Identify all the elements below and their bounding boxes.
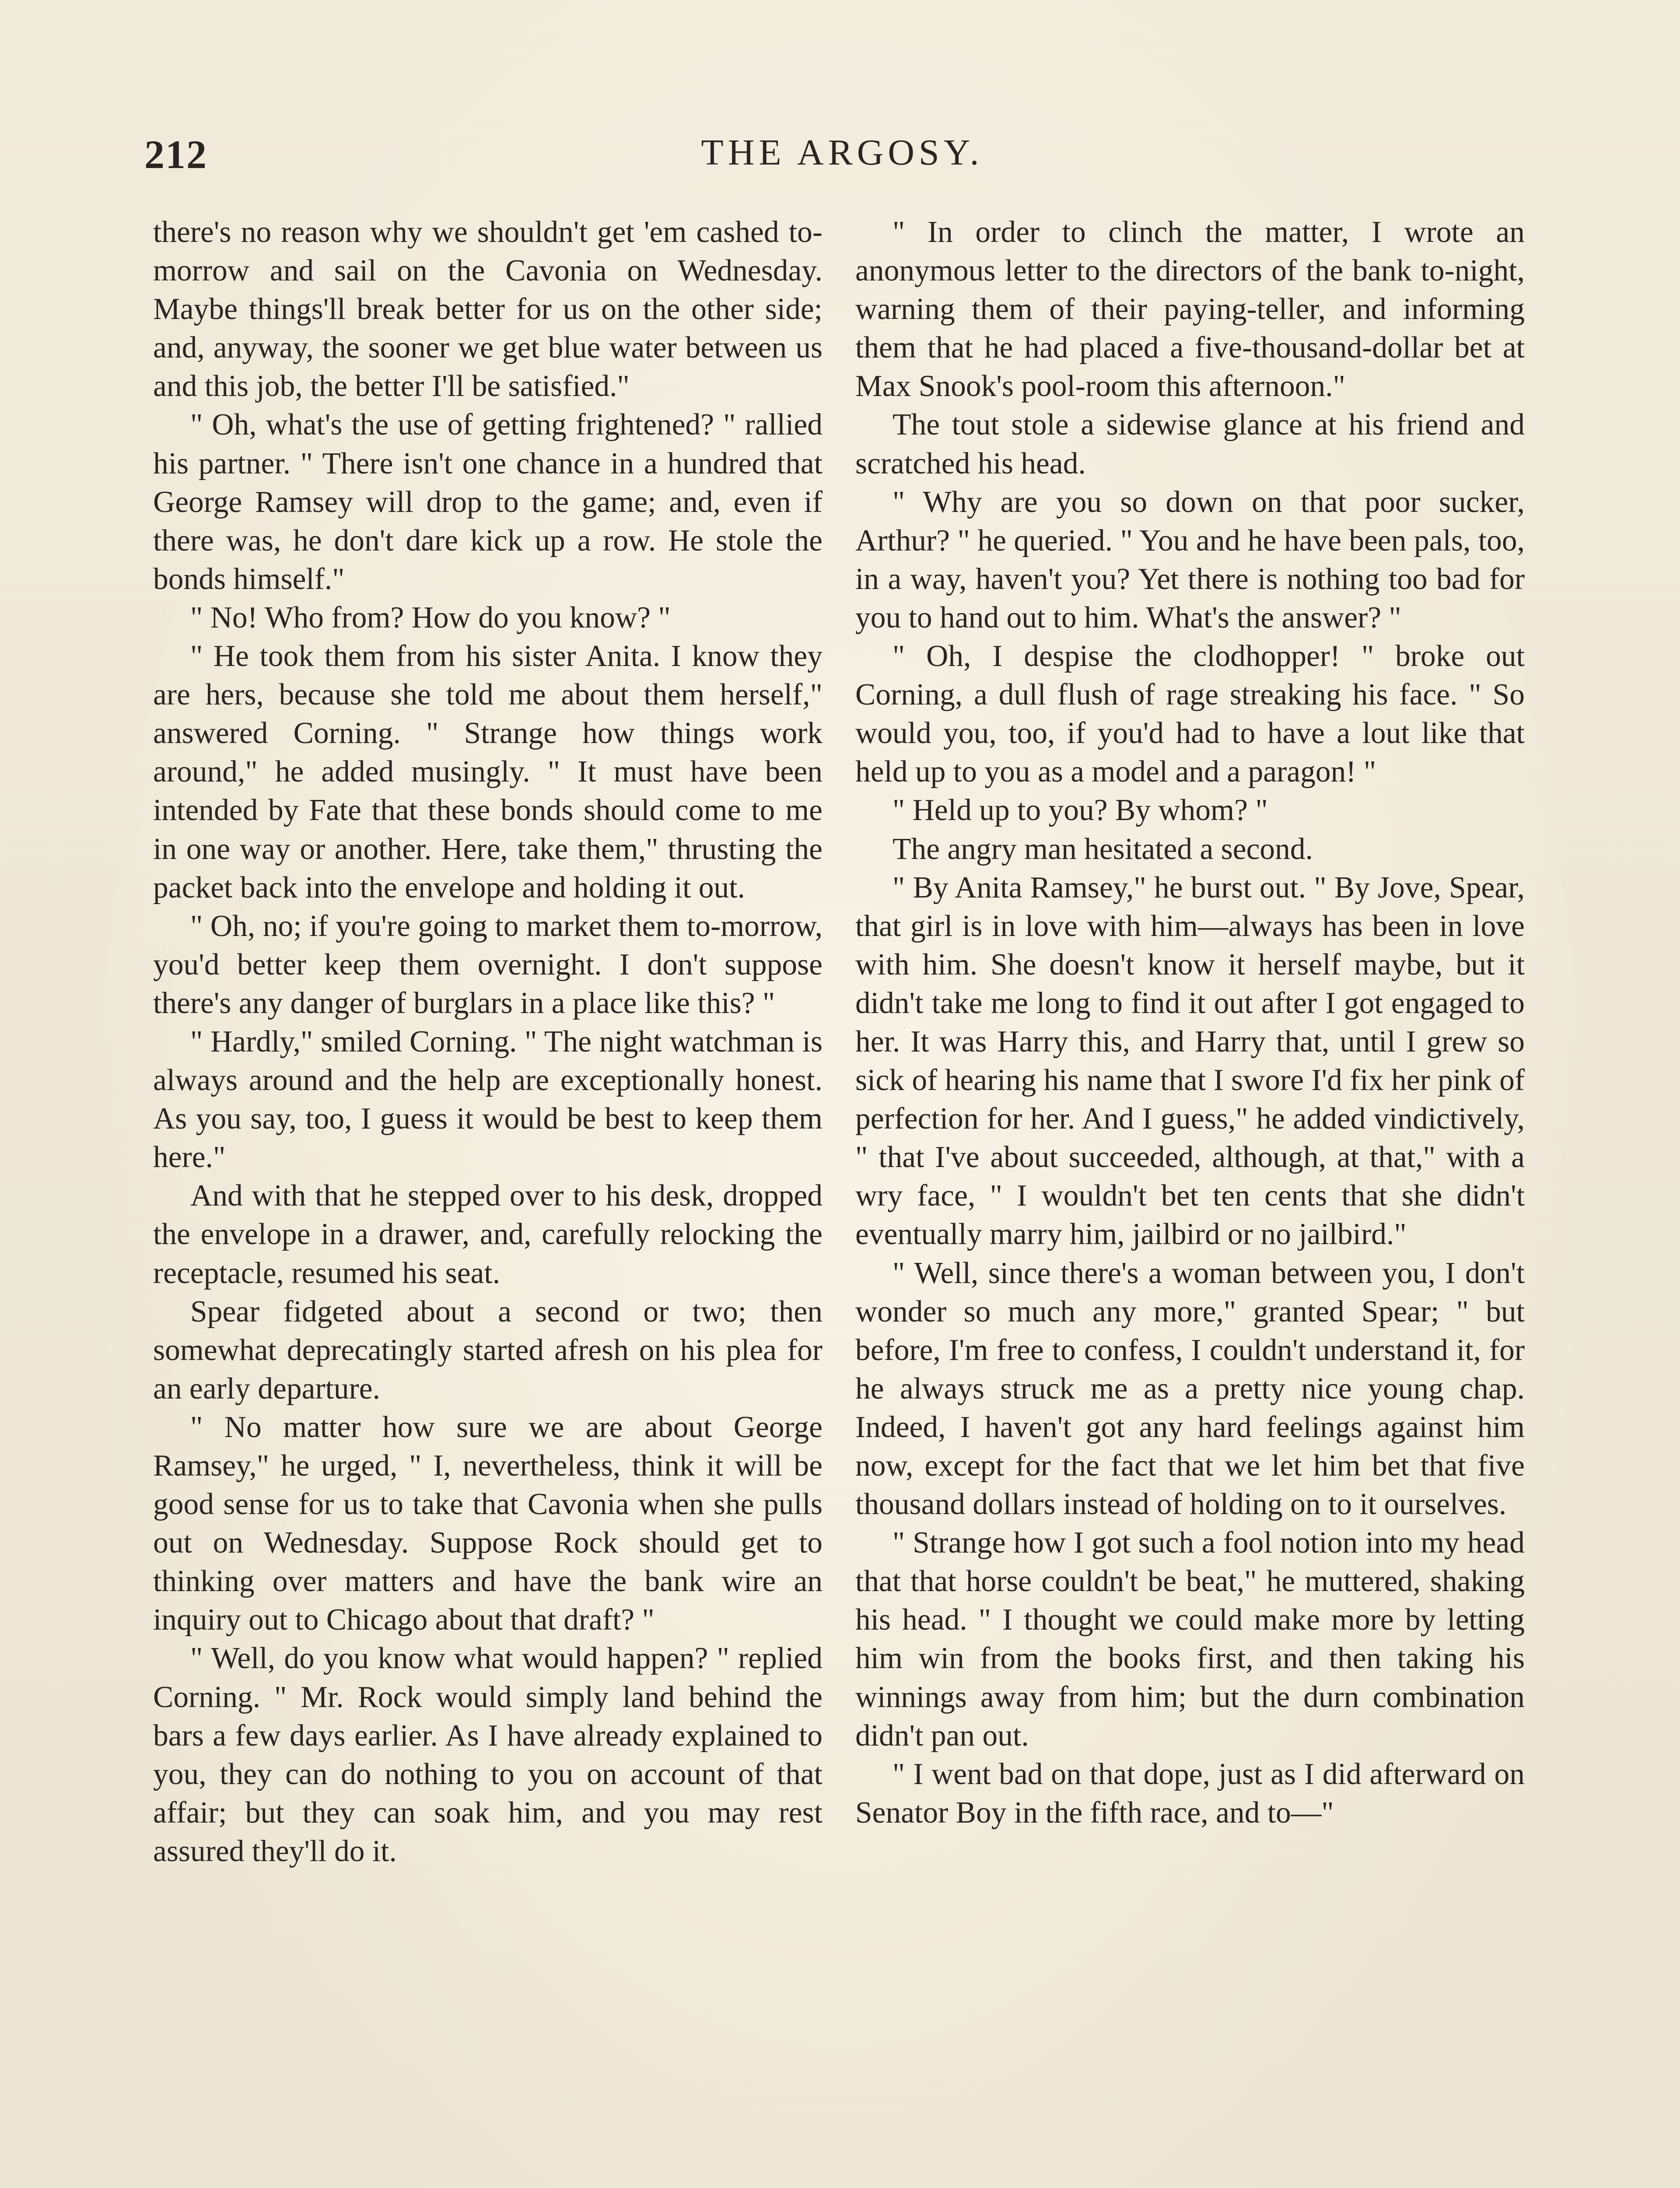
paragraph: " Hardly," smiled Corning. " The night watchman is always around and the help are exceptionally honest. As you say, too, I guess it would be best to keep them here." bbox=[153, 1024, 822, 1175]
paragraph: there's no reason why we shouldn't get 'em cashed to-morrow and sail on the Cavonia on Wednesday. Maybe things'll break better for us on the other side; and, anyway, the sooner we get blue water between us and this job, the better I'll be satisfied." bbox=[153, 215, 822, 403]
paragraph: " I went bad on that dope, just as I did afterward on Senator Boy in the fifth race, and to—" bbox=[855, 1757, 1525, 1830]
paragraph: " Oh, what's the use of getting frightened? " rallied his partner. " There isn't one chance in a hundred that George Ramsey will drop to the game; and, even if there was, he don't dare kick up a row. He stole the bonds himself." bbox=[153, 408, 822, 596]
paragraph: " No! Who from? How do you know? " bbox=[190, 600, 671, 635]
paragraph: " Strange how I got such a fool notion into my head that that horse couldn't be beat," he muttered, shaking his head. " I thought we could make more by letting him win from the books first, and then taking his winnings away from him; but the durn combination didn't pan out. bbox=[855, 1526, 1525, 1753]
left-column bbox=[153, 213, 822, 1871]
right-column bbox=[855, 213, 1525, 1832]
running-title: THE ARGOSY. bbox=[701, 132, 984, 173]
paragraph: " Well, since there's a woman between you, I don't wonder so much any more," granted Spear; " but before, I'm free to confess, I couldn't understand it, for he always struck me as a pretty nice young chap. Indeed, I haven't got any hard feelings against him now, except for the fact that we let him bet that five thousand dollars instead of holding on to it ourselves. bbox=[855, 1256, 1525, 1522]
page-number: 212 bbox=[144, 132, 207, 177]
paragraph: Spear fidgeted about a second or two; then somewhat deprecatingly started afresh on his plea for an early departure. bbox=[153, 1294, 822, 1406]
paragraph: " Oh, I despise the clodhopper! " broke out Corning, a dull flush of rage streaking his face. " So would you, too, if you'd had to have a lout like that held up to you as a model and a paragon! " bbox=[855, 639, 1525, 789]
paragraph: " By Anita Ramsey," he burst out. " By Jove, Spear, that girl is in love with him—always has been in love with him. She doesn't know it herself maybe, but it didn't take me long to find it out after I got engaged to her. It was Harry this, and Harry that, until I grew so sick of hearing his name that I swore I'd fix her pink of perfection for her. And I guess," he added vindictively, " that I've about succeeded, although, at that," with a wry face, " I wouldn't bet ten cents that she didn't eventually marry him, jailbird or no jailbird." bbox=[855, 870, 1525, 1252]
paragraph: " Why are you so down on that poor sucker, Arthur? " he queried. " You and he have been pals, too, in a way, haven't you? Yet there is nothing too bad for you to hand out to him. What's the answer? " bbox=[855, 485, 1525, 635]
paragraph: " Held up to you? By whom? " bbox=[892, 793, 1268, 828]
paragraph: " In order to clinch the matter, I wrote an anonymous letter to the directors of the bank to-night, warning them of their paying-teller, and informing them that he had placed a five-thousand-dollar bet at Max Snook's pool-room this afternoon." bbox=[855, 215, 1525, 403]
paragraph: " Oh, no; if you're going to market them to-morrow, you'd better keep them overnight. I don't suppose there's any danger of burglars in a place like this? " bbox=[153, 909, 822, 1020]
page-header bbox=[144, 131, 1540, 193]
paragraph: And with that he stepped over to his desk, dropped the envelope in a drawer, and, carefully relocking the receptacle, resumed his seat. bbox=[153, 1179, 822, 1290]
paragraph: " He took them from his sister Anita. I know they are hers, because she told me about them herself," answered Corning. " Strange how things work around," he added musingly. " It must have been intended by Fate that these bonds should come to me in one way or another. Here, take them," thrusting the packet back into the envelope and holding it out. bbox=[153, 639, 822, 905]
paragraph: The angry man hesitated a second. bbox=[892, 832, 1313, 866]
paragraph: The tout stole a sidewise glance at his friend and scratched his head. bbox=[855, 408, 1525, 480]
paragraph: " Well, do you know what would happen? " replied Corning. " Mr. Rock would simply land behind the bars a few days earlier. As I have already explained to you, they can do nothing to you on account of that affair; but they can soak him, and you may rest assured they'll do it. bbox=[153, 1641, 822, 1868]
paragraph: " No matter how sure we are about George Ramsey," he urged, " I, nevertheless, think it will be good sense for us to take that Cavonia when she pulls out on Wednesday. Suppose Rock should get to thinking over matters and have the bank wire an inquiry out to Chicago about that draft? " bbox=[153, 1410, 822, 1637]
